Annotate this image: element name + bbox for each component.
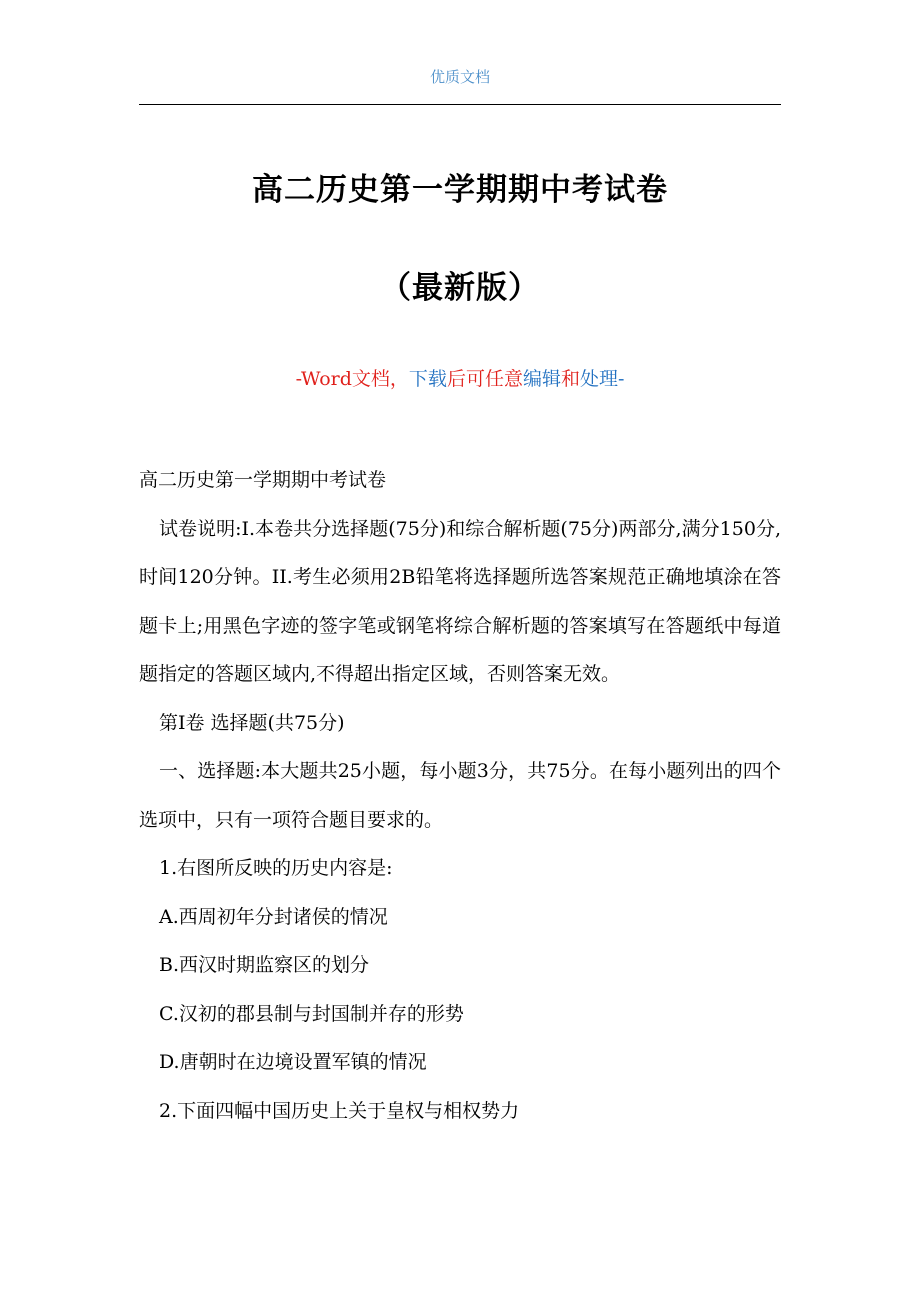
section-title: 第I卷 选择题(共75分) [159, 711, 345, 734]
word-notice-part: 编辑 [522, 368, 561, 390]
document-subtitle-edition: （最新版） [380, 270, 540, 306]
header-label: 优质文档 [429, 68, 490, 86]
question-1-option-b: B.西汉时期监察区的划分 [159, 954, 370, 976]
question-1-option-a: A.西周初年分封诸侯的情况 [159, 905, 388, 928]
header-divider [139, 104, 781, 105]
document-title: 高二历史第一学期期中考试卷 [252, 172, 668, 208]
word-notice-part: 文档， [351, 368, 409, 390]
question-1-option-d: D.唐朝时在边境设置军镇的情况 [159, 1051, 427, 1073]
document-body [139, 456, 781, 1135]
word-notice-part: 后可任意 [446, 368, 523, 390]
word-notice [0, 364, 920, 391]
question-1-option-c: C.汉初的郡县制与封国制并存的形势 [159, 1002, 464, 1025]
body-heading: 高二历史第一学期期中考试卷 [139, 469, 387, 491]
question-2: 2.下面四幅中国历史上关于皇权与相权势力 [159, 1099, 520, 1122]
section-intro: 一、选择题:本大题共25小题，每小题3分，共75分。在每小题列出的四个选项中，只有一项符合题目要求的。 [139, 760, 781, 831]
word-notice-part: 下载 [408, 368, 447, 390]
word-notice-part: 和 [560, 368, 580, 390]
word-notice-part: -Word [295, 368, 352, 390]
exam-instructions: 试卷说明:I.本卷共分选择题(75分)和综合解析题(75分)两部分,满分150分,时间120分钟。II.考生必须用2B铅笔将选择题所选答案规范正确地填涂在答题卡上;用黑色字迹的签字笔或钢笔将综合解析题的答案填写在答题纸中每道题指定的答题区域内,不得超出指定区域，否则答案无效。 [139, 517, 781, 685]
question-1: 1.右图所反映的历史内容是: [159, 857, 393, 879]
word-notice-part: 处理- [579, 368, 625, 390]
